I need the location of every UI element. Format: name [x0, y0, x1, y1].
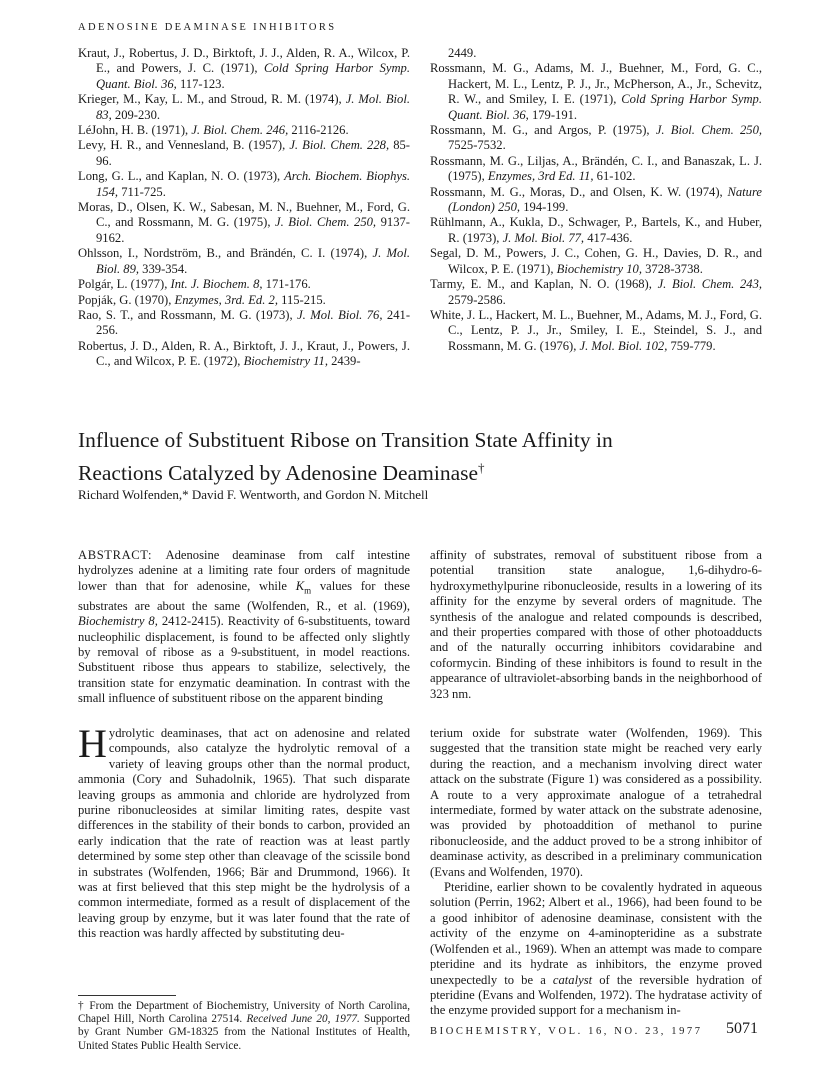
reference-journal: J. Biol. Chem. 243,: [657, 277, 763, 292]
reference-entry: Rossmann, M. G., and Argos, P. (1975), J. Biol. Chem. 250, 7525-7532.: [430, 123, 763, 153]
footnote-rule: [78, 995, 176, 996]
reference-journal: J. Biol. Chem. 246,: [191, 123, 289, 138]
references-left-column: [78, 46, 410, 370]
reference-entry: Rossmann, M. G., Adams, M. J., Buehner, M., Ford, G. C., Hackert, M. L., Lentz, P. J., Jr., McPherson, A., Jr., Schevitz, R. W., and Smiley, I. E. (1971), Cold Spring Harbor Symp. Quant. Biol. 36, 179-191.: [430, 61, 762, 122]
body-paragraph: terium oxide for substrate water (Wolfenden, 1969). This suggested that the transition state might be reached very early during the reaction, and a mechanism involving direct water attack on the substrate (Figure 1) was considered as a possibility. A route to a very approximate analogue of a tetrahedral intermediate, formed by water attack on the substrate adenosine, was provided by photoaddition of methanol to purine ribonucleoside, and the adduct proved to be a strong inhibitor of deaminase activity, as described in a preliminary communication (Evans and Wolfenden, 1970).: [430, 726, 762, 879]
body-paragraph: [430, 880, 762, 1019]
reference-entry: Krieger, M., Kay, L. M., and Stroud, R. M. (1974), J. Mol. Biol. 83, 209-230.: [78, 92, 410, 122]
reference-journal: Enzymes, 3rd Ed. 11,: [487, 169, 594, 184]
reference-entry: Ohlsson, I., Nordström, B., and Brändén, C. I. (1974), J. Mol. Biol. 89, 339-354.: [78, 246, 410, 276]
abstract-text-2: values for these substrates are about the same (Wolfenden, R., et al. (1969),: [78, 578, 410, 613]
reference-journal: Arch. Biochem. Biophys. 154,: [96, 169, 411, 199]
reference-entry: Segal, D. M., Powers, J. C., Cohen, G. H., Davies, D. R., and Wilcox, P. E. (1971), Biochemistry 10, 3728-3738.: [430, 246, 762, 276]
reference-journal: J. Biol. Chem. 250,: [655, 123, 763, 138]
abstract-citation: Biochemistry 8,: [78, 614, 158, 629]
reference-entry: Rühlmann, A., Kukla, D., Schwager, P., Bartels, K., and Huber, R. (1973), J. Mol. Biol. 77, 417-436.: [430, 215, 762, 245]
reference-entry: 2449.: [448, 46, 477, 60]
reference-journal: Nature (London) 250,: [448, 184, 762, 215]
body-paragraph: [78, 721, 410, 942]
reference-journal: J. Mol. Biol. 83,: [96, 92, 410, 122]
reference-journal: Int. J. Biochem. 8,: [170, 277, 263, 292]
reference-journal: J. Biol. Chem. 250,: [275, 215, 377, 230]
reference-journal: Biochemistry 11,: [243, 354, 328, 369]
reference-entry: Moras, D., Olsen, K. W., Sabesan, M. N., Buehner, M., Ford, G. C., and Rossmann, M. G. (1975), J. Biol. Chem. 250, 9137-9162.: [78, 200, 410, 245]
reference-journal: Cold Spring Harbor Symp. Quant. Biol. 36,: [96, 61, 410, 91]
reference-entry: Rossmann, M. G., Moras, D., and Olsen, K. W. (1974), Nature (London) 250, 194-199.: [430, 184, 762, 215]
abstract-label: ABSTRACT :: [78, 548, 166, 562]
authors: Richard Wolfenden,* David F. Wentworth, and Gordon N. Mitchell: [78, 487, 429, 502]
footnote-text: † From the Department of Biochemistry, University of North Carolina, Chapel Hill, North Carolina 27514.: [78, 1000, 410, 1026]
abstract-right: affinity of substrates, removal of substituent ribose from a potential transition state analogue, 1,6-dihydro-6-hydroxymethylpurine ribonucleoside, results in a lowering of its affinity for the enzyme by several orders of magnitude. The synthesis of the analogue and related compounds is described, and their properties compared with those of other photoadducts and of the naturally occurring inhibitors covidarabine and coformycin. Binding of these inhibitors is found to result in the appearance of ultraviolet-absorbing bands in the neighborhood of 323 nm.: [430, 548, 762, 701]
reference-entry: LéJohn, H. B. (1971), J. Biol. Chem. 246, 2116-2126.: [78, 123, 349, 138]
footnote-received: Received June 20, 1977.: [246, 1013, 360, 1026]
reference-journal: J. Mol. Biol. 102,: [579, 338, 668, 353]
reference-entry: Popják, G. (1970), Enzymes, 3rd. Ed. 2, 115-215.: [78, 292, 326, 307]
reference-journal: J. Mol. Biol. 89,: [96, 246, 410, 276]
abstract-text-3: 2412-2415). Reactivity of 6-substituents, toward nucleophilic displacement, is found to be affected only slightly by removal of ribose as a 9-substituent, in model reactions. Substituent ribose thus appears to stabilize, selectively, the transition state for enzymatic deamination. In contrast with the small influence of substituent ribose on the apparent binding: [78, 614, 410, 706]
body-left-column: [78, 721, 410, 942]
reference-entry: Rao, S. T., and Rossmann, M. G. (1973), J. Mol. Biol. 76, 241-256.: [78, 307, 411, 338]
reference-journal: Biochemistry 10,: [556, 261, 642, 276]
reference-journal: Cold Spring Harbor Symp. Quant. Biol. 36,: [448, 92, 762, 122]
abstract-left: [78, 548, 410, 707]
title-footnote-mark: †: [478, 460, 485, 475]
reference-entry: Levy, H. R., and Vennesland, B. (1957), J. Biol. Chem. 228, 85-96.: [78, 138, 410, 168]
body-text: of the reversible hydration of pteridine (Evans and Wolfenden, 1972). The hydratase activity of the enzyme provided support for a mechanism in-: [430, 972, 762, 1018]
references-right-column: [430, 46, 762, 354]
reference-entry: Tarmy, E. M., and Kaplan, N. O. (1968), J. Biol. Chem. 243, 2579-2586.: [430, 277, 763, 307]
article-title: [78, 427, 778, 487]
reference-journal: J. Mol. Biol. 76,: [297, 307, 383, 322]
body-italic: catalyst: [552, 972, 593, 987]
dropcap: H: [78, 721, 107, 766]
reference-entry: Rossmann, M. G., Liljas, A., Brändén, C. I., and Banaszak, L. J. (1975), Enzymes, 3rd Ed. 11, 61-102.: [430, 153, 762, 184]
running-head: ADENOSINE DEAMINASE INHIBITORS: [78, 22, 337, 33]
abstract-text-1: Adenosine deaminase from calf intestine hydrolyzes adenine at a limiting rate four orders of magnitude lower than that for adenosine, while: [78, 548, 410, 593]
article-title-line2: Reactions Catalyzed by Adenosine Deaminase: [78, 461, 479, 486]
km-subscript: m: [304, 585, 312, 596]
reference-entry: Polgár, L. (1977), Int. J. Biochem. 8, 171-176.: [78, 277, 311, 292]
reference-journal: J. Biol. Chem. 228,: [289, 138, 390, 153]
footnote: [78, 1000, 410, 1053]
article-title-line1: Influence of Substituent Ribose on Transition State Affinity in: [78, 428, 613, 452]
reference-journal: Enzymes, 3rd. Ed. 2,: [174, 292, 278, 307]
reference-journal: J. Mol. Biol. 77,: [502, 230, 585, 245]
body-text: ydrolytic deaminases, that act on adenosine and related compounds, also catalyze the hydrolytic removal of a variety of leaving groups other than the normal product, ammonia (Cory and Suhadolnik, 1965). That such disparate leaving groups as ammonia and chloride are hydrolyzed from purine ribonucleosides at similar limiting rates, despite vast differences in the stability of their bonds to carbon, provided an early indication that the rate of reaction was at least partly determined by some step other than cleavage of the scissile bond in substrates (Wolfenden, 1966; Bär and Drummond, 1966). It was at first believed that this step might be the hydrolysis of a common intermediate, formed as a result of displacement of the leaving group by enzyme, but it was later found that the rate of this reaction was hardly affected by substituting deu-: [78, 726, 410, 941]
footnote-text: Supported by Grant Number GM-18325 from the National Institutes of Health, United States Public Health Service.: [78, 1013, 411, 1052]
body-text: Pteridine, earlier shown to be covalently hydrated in aqueous solution (Perrin, 1962; Albert et al., 1966), had been found to be a good inhibitor of adenosine deaminase, consistent with the activity of the enzyme on 4-aminopteridine as a substrate (Wolfenden et al., 1969). When an attempt was made to compare pteridine and its hydrate as inhibitors, the enzyme proved unexpectedly to be a: [430, 880, 762, 987]
reference-entry: White, J. L., Hackert, M. L., Buehner, M., Adams, M. J., Ford, G. C., Lentz, P. J., Jr., Smiley, I. E., Steindel, S. J., and Rossmann, M. G. (1976), J. Mol. Biol. 102, 759-779.: [430, 307, 762, 353]
footer-journal-line: BIOCHEMISTRY, VOL. 16, NO. 23, 1977: [430, 1026, 703, 1037]
body-right-column: [430, 726, 762, 1019]
reference-entry: Robertus, J. D., Alden, R. A., Birktoft, J. J., Kraut, J., Powers, J. C., and Wilcox, P. E. (1972), Biochemistry 11, 2439-: [78, 338, 410, 369]
km-symbol: K: [295, 578, 305, 593]
page-number: 5071: [726, 1020, 758, 1037]
reference-entry: Kraut, J., Robertus, J. D., Birktoft, J. J., Alden, R. A., Wilcox, P. E., and Powers, J. C. (1971), Cold Spring Harbor Symp. Quant. Biol. 36, 117-123.: [78, 46, 410, 91]
reference-entry: Long, G. L., and Kaplan, N. O. (1973), Arch. Biochem. Biophys. 154, 711-725.: [78, 169, 411, 199]
